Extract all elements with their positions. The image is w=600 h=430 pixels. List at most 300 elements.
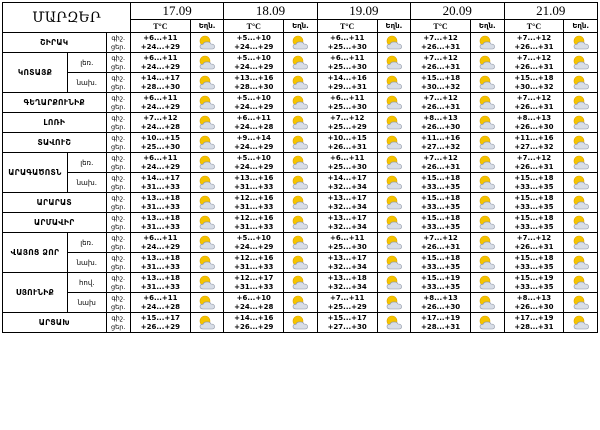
weather-cell [471, 233, 505, 253]
weather-cell [471, 173, 505, 193]
region-name: ԱՐՄԱՎԻՐ [3, 213, 107, 233]
sun-behind-cloud-icon [384, 175, 404, 191]
day-temperature: +33...+35 [514, 182, 554, 191]
night-temperature: +10...+15 [327, 133, 367, 142]
night-label: գիշ. [111, 153, 126, 162]
temperature-cell [411, 153, 471, 173]
weather-cell [377, 73, 411, 93]
day-temperature: +25...+30 [327, 162, 367, 171]
weather-cell [284, 73, 318, 93]
weather-cell [377, 133, 411, 153]
temperature-cell [504, 253, 564, 273]
night-temperature: +15...+18 [514, 213, 554, 222]
sun-behind-cloud-icon [477, 35, 497, 51]
temperature-cell [130, 253, 190, 273]
temperature-cell [224, 73, 284, 93]
sun-behind-cloud-icon [571, 135, 591, 151]
sun-behind-cloud-icon [384, 295, 404, 311]
sun-behind-cloud-icon [571, 35, 591, 51]
weather-cell [564, 213, 598, 233]
temperature-cell [504, 33, 564, 53]
weather-cell [471, 313, 505, 333]
night-temperature: +6...+11 [143, 93, 178, 102]
night-temperature: +6...+11 [143, 153, 178, 162]
day-temperature: +28...+30 [234, 82, 274, 91]
day-label: ցեր. [111, 302, 126, 311]
day-label: ցեր. [111, 142, 126, 151]
weather-cell [190, 113, 224, 133]
weather-cell [284, 313, 318, 333]
temperature-cell [317, 33, 377, 53]
weather-cell [284, 293, 318, 313]
weather-cell [471, 53, 505, 73]
day-temperature: +32...+34 [327, 262, 367, 271]
region-name: ՍՅՈՒՆԻՔ [3, 273, 68, 313]
weather-cell [564, 73, 598, 93]
temperature-cell [411, 53, 471, 73]
day-temperature: +31...+33 [234, 262, 274, 271]
sun-behind-cloud-icon [477, 175, 497, 191]
temperature-cell [411, 173, 471, 193]
night-label: գիշ. [111, 233, 126, 242]
weather-cell [564, 93, 598, 113]
night-temperature: +13...+18 [140, 253, 180, 262]
temperature-cell [224, 313, 284, 333]
temperature-cell [224, 33, 284, 53]
night-temperature: +10...+15 [140, 133, 180, 142]
sun-behind-cloud-icon [477, 275, 497, 291]
night-temperature: +17...+19 [420, 313, 461, 322]
temperature-cell [504, 133, 564, 153]
day-temperature: +28...+31 [420, 322, 461, 331]
night-label: գիշ. [111, 313, 126, 322]
day-temperature: +24...+29 [234, 62, 274, 71]
temperature-cell [504, 153, 564, 173]
night-temperature: +15...+18 [420, 253, 461, 262]
night-temperature: +14...+16 [234, 313, 274, 322]
temperature-cell [504, 73, 564, 93]
sun-behind-cloud-icon [290, 115, 310, 131]
weather-column-header: Եղն. [377, 20, 411, 33]
forecast-row [3, 293, 598, 313]
temperature-cell [317, 193, 377, 213]
day-temperature: +33...+35 [420, 282, 461, 291]
sun-behind-cloud-icon [290, 295, 310, 311]
weather-cell [284, 133, 318, 153]
weather-column-header: Եղն. [564, 20, 598, 33]
weather-cell [564, 53, 598, 73]
day-temperature: +25...+30 [327, 42, 367, 51]
forecast-row [3, 53, 598, 73]
sun-behind-cloud-icon [384, 275, 404, 291]
sun-behind-cloud-icon [384, 35, 404, 51]
weather-cell [471, 113, 505, 133]
day-label: ցեր. [111, 102, 126, 111]
night-temperature: +15...+18 [514, 253, 554, 262]
day-temperature: +31...+33 [140, 182, 180, 191]
subregion-label: հով. [67, 273, 106, 293]
sun-behind-cloud-icon [197, 175, 217, 191]
sun-behind-cloud-icon [197, 215, 217, 231]
weather-cell [284, 253, 318, 273]
day-temperature: +24...+28 [140, 302, 180, 311]
weather-cell [284, 273, 318, 293]
day-temperature: +26...+31 [420, 102, 461, 111]
night-temperature: +6...+11 [330, 93, 365, 102]
night-label: գիշ. [111, 33, 126, 42]
region-name: ՏԱՎՈՒՇ [3, 133, 107, 153]
day-temperature: +25...+30 [140, 142, 180, 151]
subregion-label: նախ [67, 293, 106, 313]
time-of-day-cell [106, 313, 130, 333]
sun-behind-cloud-icon [571, 175, 591, 191]
forecast-table-wrapper [2, 2, 598, 333]
weather-cell [190, 293, 224, 313]
temperature-cell [317, 153, 377, 173]
weather-cell [377, 313, 411, 333]
night-temperature: +8...+13 [516, 293, 552, 302]
day-temperature: +26...+31 [420, 162, 461, 171]
sun-behind-cloud-icon [384, 55, 404, 71]
weather-cell [284, 53, 318, 73]
forecast-row [3, 133, 598, 153]
forecast-row [3, 233, 598, 253]
night-temperature: +8...+13 [423, 113, 458, 122]
night-temperature: +7...+12 [423, 33, 458, 42]
temperature-column-header: Т°C [504, 20, 564, 33]
temperature-cell [317, 293, 377, 313]
night-temperature: +14...+17 [140, 73, 180, 82]
weather-cell [284, 193, 318, 213]
sun-behind-cloud-icon [197, 115, 217, 131]
night-temperature: +15...+18 [420, 213, 461, 222]
temperature-cell [130, 193, 190, 213]
night-temperature: +15...+18 [420, 73, 461, 82]
sun-behind-cloud-icon [477, 295, 497, 311]
day-temperature: +31...+33 [140, 262, 180, 271]
day-temperature: +26...+29 [140, 322, 180, 331]
weather-cell [284, 213, 318, 233]
regions-header: ՄԱՐԶԵՐ [3, 3, 131, 33]
sun-behind-cloud-icon [571, 215, 591, 231]
weather-cell [284, 153, 318, 173]
forecast-row [3, 113, 598, 133]
temperature-cell [504, 173, 564, 193]
temperature-cell [224, 93, 284, 113]
night-temperature: +15...+18 [514, 173, 554, 182]
night-label: գիշ. [111, 173, 126, 182]
day-temperature: +31...+33 [140, 282, 180, 291]
day-temperature: +24...+29 [140, 102, 180, 111]
temperature-cell [130, 293, 190, 313]
night-temperature: +6...+11 [143, 53, 178, 62]
day-label: ցեր. [111, 162, 126, 171]
day-temperature: +24...+29 [234, 242, 274, 251]
night-temperature: +13...+18 [140, 193, 180, 202]
day-temperature: +26...+31 [327, 142, 367, 151]
temperature-cell [130, 233, 190, 253]
temperature-cell [224, 153, 284, 173]
time-of-day-cell [106, 153, 130, 173]
weather-cell [190, 233, 224, 253]
night-temperature: +6...+11 [330, 153, 365, 162]
night-temperature: +12...+16 [234, 193, 274, 202]
night-temperature: +6...+11 [143, 293, 178, 302]
weather-cell [377, 213, 411, 233]
night-temperature: +12...+16 [234, 213, 274, 222]
time-of-day-cell [106, 93, 130, 113]
temperature-cell [130, 153, 190, 173]
day-temperature: +25...+29 [327, 122, 367, 131]
day-temperature: +32...+34 [327, 222, 367, 231]
weather-cell [564, 233, 598, 253]
weather-column-header: Եղն. [471, 20, 505, 33]
temperature-cell [504, 233, 564, 253]
date-header: 17.09 [130, 3, 223, 20]
weather-cell [377, 273, 411, 293]
sun-behind-cloud-icon [290, 95, 310, 111]
weather-cell [190, 153, 224, 173]
day-temperature: +33...+35 [514, 282, 554, 291]
temperature-cell [317, 233, 377, 253]
time-of-day-cell [106, 193, 130, 213]
weather-cell [377, 53, 411, 73]
weather-cell [190, 33, 224, 53]
day-temperature: +31...+33 [140, 202, 180, 211]
night-label: գիշ. [111, 273, 126, 282]
date-header: 19.09 [317, 3, 410, 20]
weather-cell [377, 193, 411, 213]
temperature-cell [224, 113, 284, 133]
region-name: ԱՐՑԱԽ [3, 313, 107, 333]
temperature-cell [411, 113, 471, 133]
region-name: ԳԵՂԱՐՔՈՒՆԻՔ [3, 93, 107, 113]
day-temperature: +26...+31 [514, 102, 554, 111]
sun-behind-cloud-icon [571, 95, 591, 111]
temperature-column-header: Т°C [411, 20, 471, 33]
subregion-label: լեռ. [67, 233, 106, 253]
weather-cell [190, 193, 224, 213]
subregion-label: նախ. [67, 173, 106, 193]
weather-cell [284, 173, 318, 193]
day-temperature: +26...+31 [420, 42, 461, 51]
sun-behind-cloud-icon [197, 295, 217, 311]
weather-cell [471, 133, 505, 153]
day-temperature: +24...+29 [140, 242, 180, 251]
weather-cell [564, 113, 598, 133]
day-temperature: +28...+30 [140, 82, 180, 91]
sun-behind-cloud-icon [477, 55, 497, 71]
day-temperature: +31...+33 [234, 222, 274, 231]
temperature-cell [130, 173, 190, 193]
night-temperature: +15...+18 [514, 193, 554, 202]
night-temperature: +7...+12 [330, 113, 365, 122]
weather-cell [564, 253, 598, 273]
weather-cell [564, 273, 598, 293]
sun-behind-cloud-icon [477, 315, 497, 331]
weather-cell [377, 93, 411, 113]
sun-behind-cloud-icon [384, 75, 404, 91]
day-temperature: +24...+29 [140, 62, 180, 71]
day-temperature: +24...+29 [140, 162, 180, 171]
day-temperature: +31...+33 [234, 282, 274, 291]
temperature-cell [317, 213, 377, 233]
day-label: ցեր. [111, 42, 126, 51]
day-temperature: +26...+29 [234, 322, 274, 331]
sun-behind-cloud-icon [477, 135, 497, 151]
temperature-cell [411, 193, 471, 213]
forecast-row [3, 253, 598, 273]
temperature-cell [130, 213, 190, 233]
day-label: ցեր. [111, 242, 126, 251]
time-of-day-cell [106, 233, 130, 253]
weather-cell [377, 173, 411, 193]
night-label: գիշ. [111, 53, 126, 62]
day-temperature: +31...+33 [234, 202, 274, 211]
day-temperature: +24...+29 [234, 102, 274, 111]
sun-behind-cloud-icon [197, 55, 217, 71]
day-temperature: +26...+31 [420, 242, 461, 251]
region-name: ՇԻՐԱԿ [3, 33, 107, 53]
weather-cell [190, 253, 224, 273]
day-temperature: +25...+30 [327, 242, 367, 251]
day-temperature: +24...+29 [140, 42, 180, 51]
night-temperature: +11...+16 [420, 133, 461, 142]
sun-behind-cloud-icon [477, 195, 497, 211]
temperature-cell [411, 313, 471, 333]
sun-behind-cloud-icon [290, 55, 310, 71]
time-of-day-cell [106, 133, 130, 153]
weather-cell [471, 293, 505, 313]
weather-cell [190, 213, 224, 233]
night-temperature: +6...+11 [330, 233, 365, 242]
day-temperature: +27...+32 [514, 142, 554, 151]
night-temperature: +13...+18 [327, 273, 367, 282]
weather-cell [471, 193, 505, 213]
night-label: գիշ. [111, 93, 126, 102]
day-temperature: +29...+31 [327, 82, 367, 91]
day-temperature: +33...+35 [420, 222, 461, 231]
subregion-label: նախ. [67, 73, 106, 93]
temperature-cell [224, 253, 284, 273]
temperature-cell [504, 93, 564, 113]
weather-cell [471, 213, 505, 233]
sun-behind-cloud-icon [197, 35, 217, 51]
day-temperature: +26...+30 [420, 122, 461, 131]
temperature-cell [317, 273, 377, 293]
weather-cell [471, 273, 505, 293]
night-temperature: +9...+14 [236, 133, 271, 142]
night-temperature: +7...+12 [516, 93, 552, 102]
time-of-day-cell [106, 33, 130, 53]
weather-cell [190, 53, 224, 73]
date-header: 20.09 [411, 3, 504, 20]
weather-cell [471, 73, 505, 93]
sun-behind-cloud-icon [571, 75, 591, 91]
day-temperature: +33...+35 [514, 262, 554, 271]
sun-behind-cloud-icon [290, 215, 310, 231]
day-temperature: +33...+35 [420, 182, 461, 191]
day-temperature: +31...+33 [140, 222, 180, 231]
sun-behind-cloud-icon [384, 195, 404, 211]
weather-column-header: Եղն. [284, 20, 318, 33]
time-of-day-cell [106, 273, 130, 293]
sun-behind-cloud-icon [571, 155, 591, 171]
day-temperature: +24...+28 [234, 122, 274, 131]
temperature-cell [411, 293, 471, 313]
weather-cell [190, 73, 224, 93]
day-temperature: +24...+28 [234, 302, 274, 311]
sun-behind-cloud-icon [571, 275, 591, 291]
day-temperature: +30...+32 [514, 82, 554, 91]
sun-behind-cloud-icon [290, 275, 310, 291]
forecast-row [3, 93, 598, 113]
sun-behind-cloud-icon [384, 235, 404, 251]
night-temperature: +14...+16 [327, 73, 367, 82]
night-temperature: +7...+12 [143, 113, 178, 122]
region-name: ԿՈՏԱՅՔ [3, 53, 68, 93]
sun-behind-cloud-icon [197, 75, 217, 91]
night-temperature: +6...+11 [330, 33, 365, 42]
temperature-cell [317, 313, 377, 333]
temperature-cell [130, 273, 190, 293]
night-temperature: +15...+19 [514, 273, 554, 282]
time-of-day-cell [106, 293, 130, 313]
night-temperature: +5...+10 [236, 233, 271, 242]
night-temperature: +7...+12 [423, 233, 458, 242]
day-temperature: +26...+31 [514, 42, 554, 51]
sun-behind-cloud-icon [571, 295, 591, 311]
sun-behind-cloud-icon [197, 275, 217, 291]
temperature-cell [130, 113, 190, 133]
temperature-cell [504, 313, 564, 333]
temperature-cell [411, 233, 471, 253]
temperature-column-header: Т°C [317, 20, 377, 33]
day-temperature: +26...+31 [514, 242, 554, 251]
weather-cell [377, 113, 411, 133]
night-temperature: +15...+17 [327, 313, 367, 322]
sun-behind-cloud-icon [571, 255, 591, 271]
weather-cell [377, 33, 411, 53]
weather-cell [471, 93, 505, 113]
temperature-cell [411, 133, 471, 153]
night-temperature: +12...+16 [234, 253, 274, 262]
temperature-cell [317, 93, 377, 113]
temperature-cell [224, 133, 284, 153]
night-label: գիշ. [111, 253, 126, 262]
sun-behind-cloud-icon [384, 255, 404, 271]
day-temperature: +26...+31 [514, 162, 554, 171]
weather-cell [190, 93, 224, 113]
day-temperature: +28...+31 [514, 322, 554, 331]
night-temperature: +13...+18 [140, 213, 180, 222]
weather-cell [284, 33, 318, 53]
weather-cell [471, 33, 505, 53]
night-temperature: +15...+18 [420, 173, 461, 182]
sun-behind-cloud-icon [197, 155, 217, 171]
sun-behind-cloud-icon [290, 175, 310, 191]
night-temperature: +6...+11 [236, 113, 271, 122]
weather-cell [564, 293, 598, 313]
sun-behind-cloud-icon [477, 155, 497, 171]
temperature-cell [317, 113, 377, 133]
weather-cell [564, 173, 598, 193]
night-temperature: +6...+11 [143, 33, 178, 42]
weather-cell [190, 313, 224, 333]
night-temperature: +12...+17 [234, 273, 274, 282]
day-temperature: +24...+28 [140, 122, 180, 131]
sun-behind-cloud-icon [197, 315, 217, 331]
